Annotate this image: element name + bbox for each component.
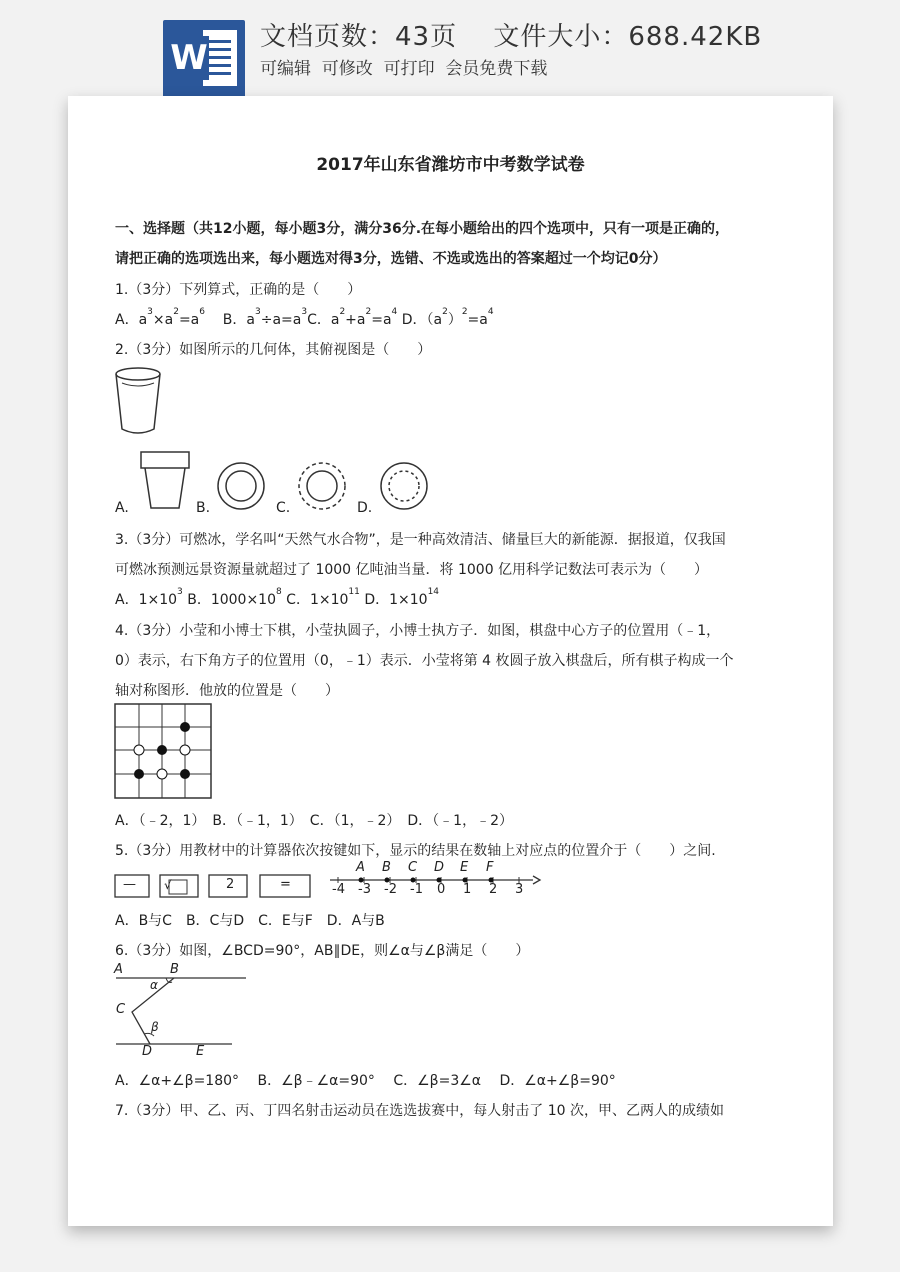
cup-solid-figure xyxy=(112,365,168,437)
tick-label-neg1: -1 xyxy=(410,882,423,897)
question-7-line-1: 7.（3分）甲、乙、丙、丁四名射击运动员在选选拔赛中，每人射击了 10 次，甲、乙两人的成绩如 xyxy=(115,1103,724,1119)
key-equals: = xyxy=(280,877,291,892)
key-sqrt: √ xyxy=(164,878,172,892)
key-two: 2 xyxy=(226,877,235,892)
question-5-options: A．B与C B．C与D C．E与F D．A与B xyxy=(115,913,385,929)
question-3-line-2: 可燃冰预测远景资源量就超过了 1000 亿吨油当量．将 1000 亿用科学记数法可表示为（ ） xyxy=(115,562,709,578)
section-heading-line-1: 一、选择题（共12小题，每小题3分，满分36分.在每小题给出的四个选项中，只有一项是正确的， xyxy=(115,221,730,237)
exam-title: 2017年山东省潍坊市中考数学试卷 xyxy=(316,155,585,175)
question-4-line-2: 0）表示，右下角方子的位置用（0，﹣1）表示．小莹将第 4 枚圆子放入棋盘后，所有棋子构成一个 xyxy=(115,653,734,669)
angle-figure xyxy=(112,962,252,1062)
tick-label-1: 1 xyxy=(463,882,472,897)
label-beta: β xyxy=(151,1020,159,1034)
file-info-title: 文档页数：43页 文件大小：688.42KB xyxy=(260,22,763,52)
point-c-label: C xyxy=(408,860,418,875)
option-b-figure xyxy=(215,460,267,512)
label-c: C xyxy=(116,1002,126,1017)
label-a: A xyxy=(114,962,123,977)
download-header xyxy=(0,0,900,100)
label-b: B xyxy=(170,962,179,977)
tick-label-neg3: -3 xyxy=(358,882,371,897)
option-d-label: D. xyxy=(357,500,373,516)
label-alpha: α xyxy=(150,978,158,992)
label-d: D xyxy=(142,1044,153,1059)
question-1-options: A．$a^3\times a^2=a^6$ B．$a^3\div a=a^3C$．$a^2+a^2=a^4$ D．$(a^2)^2=a^4$ xyxy=(115,307,494,328)
point-b-label: B xyxy=(382,860,391,875)
label-e: E xyxy=(196,1044,205,1059)
question-6-options: A．∠α+∠β=180° B．∠β﹣∠α=90° C．∠β=3∠α D．∠α+∠β=90° xyxy=(115,1073,616,1089)
tick-label-0: 0 xyxy=(437,882,446,897)
word-letter: W xyxy=(170,38,208,78)
option-c-label: C. xyxy=(276,500,291,516)
point-e-label: E xyxy=(460,860,469,875)
tick-label-3: 3 xyxy=(515,882,524,897)
option-d-figure xyxy=(378,460,430,512)
point-d-label: D xyxy=(434,860,445,875)
question-6-stem: 6.（3分）如图，∠BCD=90°，AB∥DE，则∠α与∠β满足（ ） xyxy=(115,943,530,959)
chessboard-figure xyxy=(113,702,213,800)
question-3-line-1: 3.（3分）可燃冰，学名叫“天然气水合物”，是一种高效清洁、储量巨大的新能源．据报道，仅我国 xyxy=(115,532,726,548)
question-4-line-1: 4.（3分）小莹和小博士下棋，小莹执圆子，小博士执方子．如图，棋盘中心方子的位置用（﹣1， xyxy=(115,623,721,639)
tick-label-neg4: -4 xyxy=(332,882,345,897)
option-a-figure xyxy=(138,450,192,512)
tick-label-2: 2 xyxy=(489,882,498,897)
question-1-stem: 1.（3分）下列算式，正确的是（ ） xyxy=(115,282,362,298)
option-c-figure xyxy=(296,460,348,512)
file-info-subtitle: 可编辑 可修改 可打印 会员免费下载 xyxy=(260,59,548,79)
key-minus: — xyxy=(123,877,136,892)
option-a-label: A. xyxy=(115,500,129,516)
option-b-label: B. xyxy=(196,500,211,516)
calculator-keys-figure xyxy=(113,872,323,902)
question-2-stem: 2.（3分）如图所示的几何体，其俯视图是（ ） xyxy=(115,342,432,358)
section-heading-line-2: 请把正确的选项选出来，每小题选对得3分，选错、不选或选出的答案超过一个均记0分） xyxy=(115,251,667,267)
point-f-label: F xyxy=(486,860,494,875)
tick-label-neg2: -2 xyxy=(384,882,397,897)
word-document-icon xyxy=(163,20,245,98)
question-4-line-3: 轴对称图形．他放的位置是（ ） xyxy=(115,683,339,699)
question-3-options: A．$1\times 10^3$ B．$1000\times 10^8$ C．$1\times 10^{11}$ D．$1\times 10^{14}$ xyxy=(115,587,440,608)
point-a-label: A xyxy=(356,860,365,875)
question-4-options: A．（﹣2，1） B．（﹣1，1） C．（1，﹣2） D．（﹣1，﹣2） xyxy=(115,813,513,829)
question-5-stem: 5.（3分）用教材中的计算器依次按键如下，显示的结果在数轴上对应点的位置介于（ ）之间. xyxy=(115,843,716,859)
